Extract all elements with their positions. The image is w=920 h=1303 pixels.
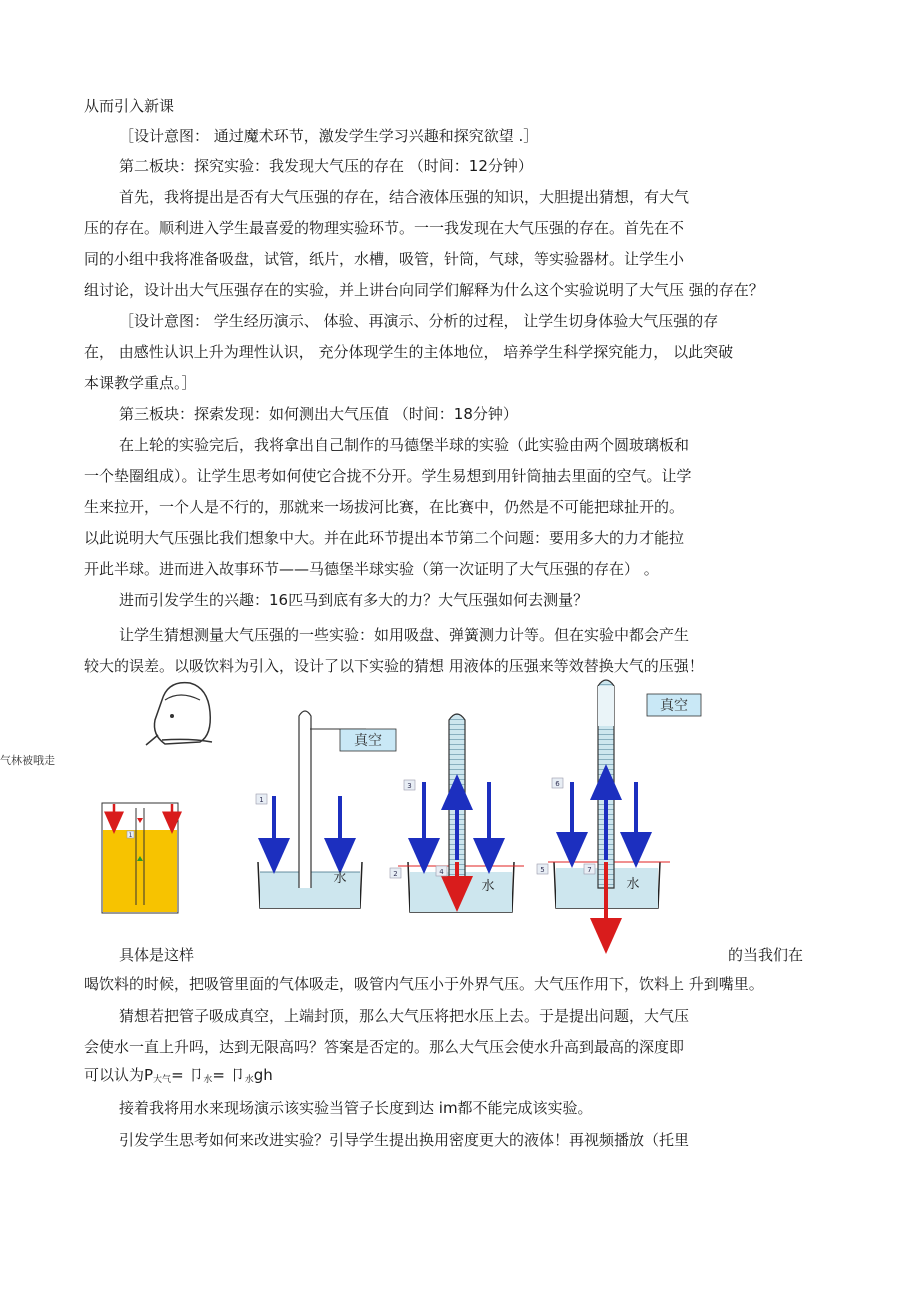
marker-label-5: 5	[540, 866, 545, 874]
water-label-2: 水	[481, 879, 495, 894]
apparatus-water-column	[390, 714, 524, 912]
vacuum-label-1: 真空	[354, 733, 382, 749]
marker-label-1: 1	[128, 832, 133, 839]
formula-mid-2: = 卩	[212, 1066, 245, 1084]
text-line-10: 本课教学重点。］	[84, 374, 197, 392]
marker-label-1b: 1	[259, 796, 264, 804]
marker-label-7: 7	[587, 866, 592, 874]
side-note: 气林被哦走	[0, 754, 55, 767]
formula-suffix: gh	[253, 1066, 273, 1084]
text-line-15: 以此说明大气压强比我们想象中大。并在此环节提出本节第二个问题：要用多大的力才能拉	[84, 529, 685, 547]
text-line-6: 同的小组中我将准备吸盘，试管，纸片，水槽，吸管，针筒，气球，等实验器材。让学生小	[84, 250, 685, 268]
text-line-21: 喝饮料的时候，把吸管里面的气体吸走，吸管内气压小于外界气压。大气压作用下，饮料上 升到嘴里。	[84, 975, 764, 993]
text-line-7: 组讨论，设计出大气压强存在的实验，并上讲台向同学们解释为什么这个实验说明了大气压 强的存在？	[84, 281, 764, 299]
marker-label-3: 3	[407, 782, 412, 790]
text-line-25: 接着我将用水来现场演示该实验当管子长度到达 im都不能完成该实验。	[119, 1099, 593, 1117]
cup-with-straw	[102, 803, 178, 913]
text-line-12: 在上轮的实验完后，我将拿出自己制作的马德堡半球的实验（此实验由两个圆玻璃板和	[119, 436, 690, 454]
text-line-20b: 的当我们在	[728, 946, 804, 964]
text-line-1: 从而引入新课	[84, 97, 175, 115]
section-heading-2: 第二板块：探究实验：我发现大气压的存在 （时间：12分钟）	[119, 157, 533, 175]
water-label-1: 水	[333, 871, 347, 886]
apparatus-open-tube	[256, 711, 396, 908]
text-line-13: 一个垫圈组成）。让学生思考如何使它合拢不分开。学生易想到用针筒抽去里面的空气。让学	[84, 467, 692, 485]
design-intent-1: ［设计意图： 通过魔术环节，激发学生学习兴趣和探究欲望 .］	[119, 127, 539, 145]
formula-prefix: 可以认为P	[84, 1066, 154, 1084]
marker-label-6: 6	[555, 780, 560, 788]
vacuum-label-2: 真空	[660, 698, 688, 714]
design-intent-2: ［设计意图： 学生经历演示、 体验、再演示、分析的过程， 让学生切身体验大气压强的存	[119, 312, 719, 330]
formula-mid-1: = 卩	[171, 1066, 204, 1084]
text-line-20a: 具体是这样	[119, 946, 195, 964]
formula-sub-water-1: 水	[203, 1075, 213, 1085]
water-label-3: 水	[626, 877, 640, 892]
marker-label-2: 2	[393, 870, 398, 878]
section-heading-3: 第三板块：探索发现：如何测出大气压值 （时间：18分钟）	[119, 405, 518, 423]
formula-sub-air: 大气	[153, 1075, 172, 1085]
text-line-4: 首先，我将提出是否有大气压强的存在，结合液体压强的知识，大胆提出猜想，有大气	[119, 188, 690, 206]
text-line-16: 开此半球。进而进入故事环节——马德堡半球实验（第一次证明了大气压强的存在） 。	[84, 560, 659, 578]
formula-sub-water-2: 水	[244, 1075, 254, 1085]
text-line-18: 让学生猜想测量大气压强的一些实验：如用吸盘、弹簧测力计等。但在实验中都会产生	[119, 626, 690, 644]
text-line-17: 进而引发学生的兴趣：16匹马到底有多大的力？大气压强如何去测量？	[119, 591, 589, 609]
text-line-14: 生来拉开，一个人是不行的，那就来一场拔河比赛，在比赛中，仍然是不可能把球扯开的。	[84, 498, 685, 516]
text-line-5: 压的存在。顺利进入学生最喜爱的物理实验环节。一一我发现在大气压强的存在。首先在不	[84, 219, 685, 237]
text-line-26: 引发学生思考如何来改进实验？引导学生提出换用密度更大的液体！再视频播放（托里	[119, 1131, 690, 1149]
apparatus-tall-tube	[537, 680, 705, 947]
boy-drinking-illustration	[146, 683, 212, 745]
text-line-23: 会使水一直上升吗，达到无限高吗？答案是否定的。那么大气压会使水升高到最高的深度即	[84, 1038, 685, 1056]
marker-label-4: 4	[439, 868, 444, 876]
text-line-9: 在， 由感性认识上升为理性认识， 充分体现学生的主体地位， 培养学生科学探究能力， 以此突破	[84, 343, 734, 361]
text-line-22: 猜想若把管子吸成真空，上端封顶，那么大气压将把水压上去。于是提出问题，大气压	[119, 1007, 690, 1025]
text-line-19: 较大的误差。以吸饮料为引入，设计了以下实验的猜想 用液体的压强来等效替换大气的压强！	[84, 657, 704, 675]
